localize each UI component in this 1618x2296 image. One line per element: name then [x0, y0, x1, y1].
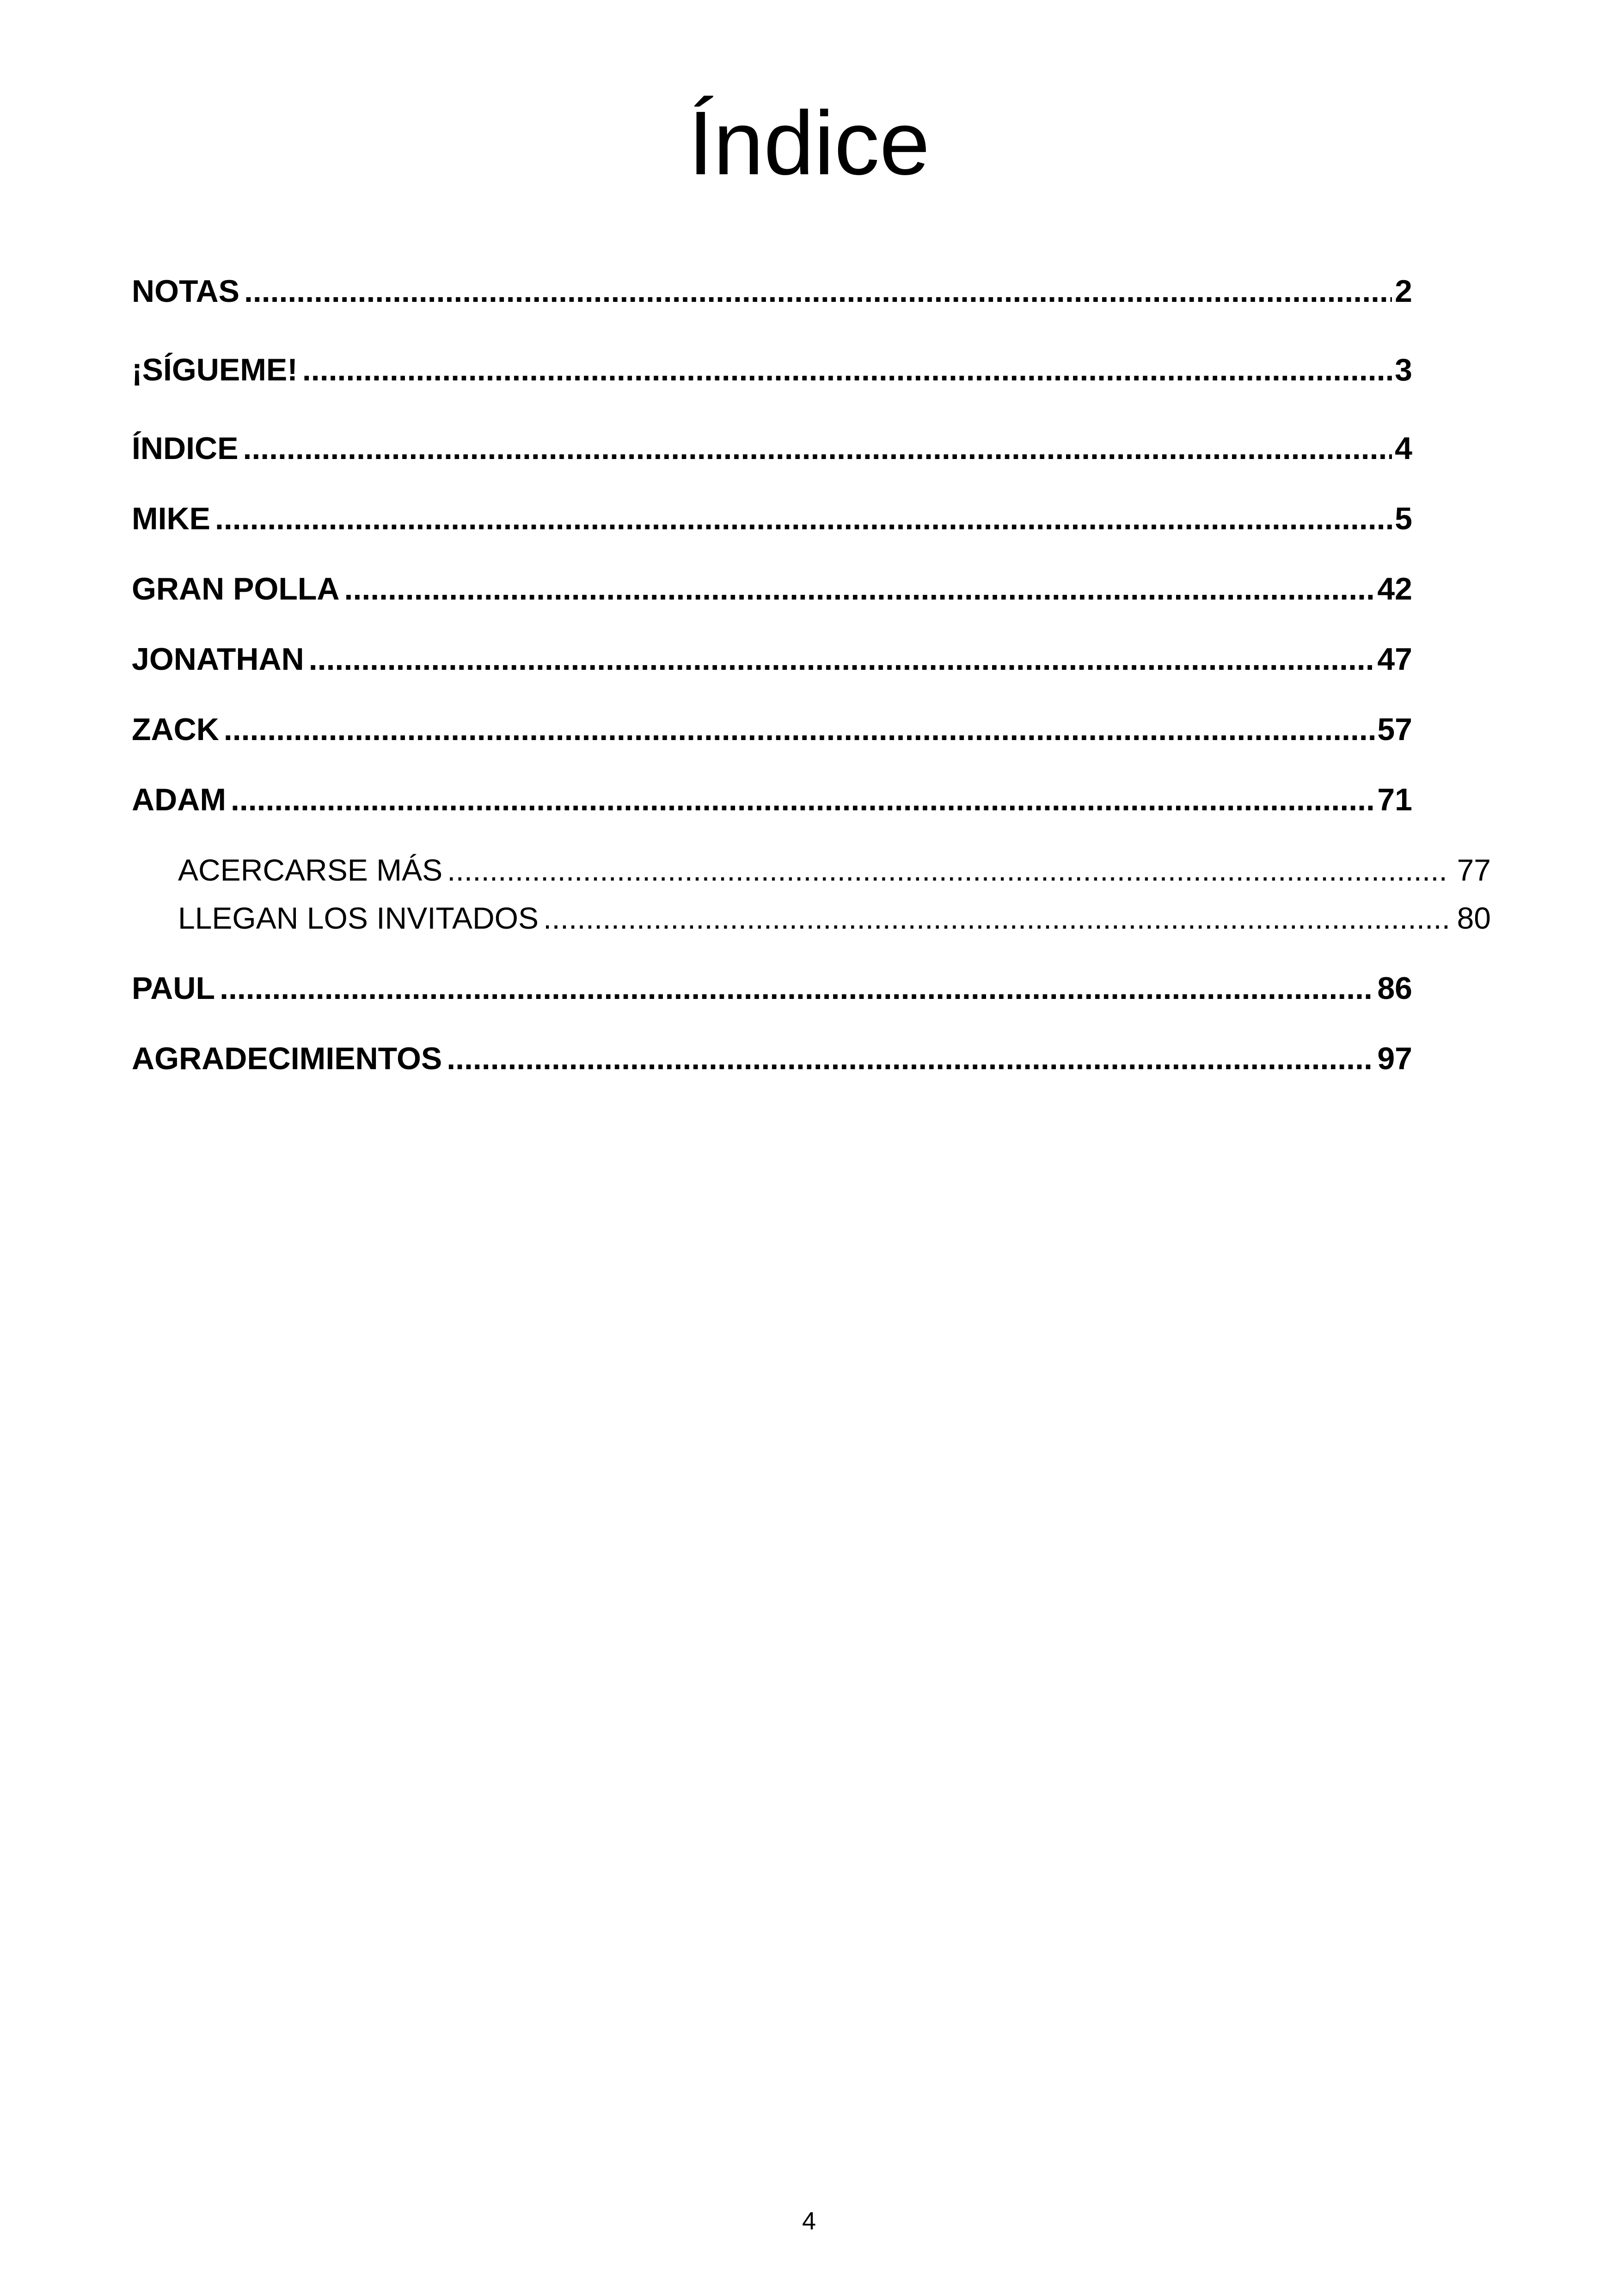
toc-dot-leader: [224, 706, 1375, 753]
toc-subentry-acercarse-mas[interactable]: [178, 848, 1491, 892]
toc-entry-adam[interactable]: [132, 777, 1412, 823]
toc-entry-page: 5: [1395, 501, 1412, 536]
toc-entry-notas[interactable]: [132, 268, 1412, 314]
toc-entry-gran-polla[interactable]: [132, 566, 1412, 612]
toc-dot-leader: [309, 636, 1375, 682]
toc-entry-label: LLEGAN LOS INVITADOS: [178, 901, 539, 935]
page-title: Índice: [688, 92, 930, 194]
toc-dot-leader: [344, 566, 1375, 612]
toc-dot-leader: [302, 347, 1392, 393]
toc-entry-label: JONATHAN: [132, 642, 304, 677]
toc-entry-label: NOTAS: [132, 274, 239, 309]
toc-dot-leader: [220, 965, 1374, 1011]
toc-dot-leader: [447, 848, 1447, 892]
toc-entry-label: ADAM: [132, 782, 226, 817]
toc-entry-page: 80: [1457, 901, 1491, 935]
toc-dot-leader: [447, 1035, 1374, 1082]
toc-entry-label: ACERCARSE MÁS: [178, 853, 443, 887]
toc-dot-leader: [215, 496, 1392, 542]
toc-entry-page: 3: [1395, 352, 1412, 387]
toc-entry-sigueme[interactable]: [132, 347, 1412, 393]
toc-entry-agradecimientos[interactable]: [132, 1035, 1412, 1082]
toc-entry-mike[interactable]: [132, 496, 1412, 542]
toc-entry-label: PAUL: [132, 971, 215, 1006]
toc-entry-label: ÍNDICE: [132, 431, 239, 466]
toc-entry-page: 42: [1377, 571, 1412, 606]
toc-entry-label: MIKE: [132, 501, 210, 536]
toc-entry-label: AGRADECIMIENTOS: [132, 1041, 442, 1076]
toc-entry-label: ¡SÍGUEME!: [132, 352, 298, 387]
toc-entry-page: 47: [1377, 642, 1412, 677]
toc-entry-page: 57: [1377, 712, 1412, 747]
toc-dot-leader: [231, 777, 1374, 823]
toc-dot-leader: [244, 268, 1392, 314]
toc-entry-page: 77: [1457, 853, 1491, 887]
toc-entry-label: GRAN POLLA: [132, 571, 340, 606]
toc-dot-leader: [243, 425, 1392, 471]
toc-entry-page: 2: [1395, 274, 1412, 309]
toc-entry-jonathan[interactable]: [132, 636, 1412, 682]
toc-entry-page: 97: [1377, 1041, 1412, 1076]
toc-entry-zack[interactable]: [132, 706, 1412, 753]
toc-subentry-llegan-los-invitados[interactable]: [178, 896, 1491, 940]
toc-entry-page: 71: [1377, 782, 1412, 817]
toc-entry-label: ZACK: [132, 712, 219, 747]
toc-dot-leader: [543, 896, 1448, 940]
page-number: 4: [802, 2207, 816, 2235]
toc-entry-paul[interactable]: [132, 965, 1412, 1011]
toc-entry-indice[interactable]: [132, 425, 1412, 471]
toc-entry-page: 4: [1395, 431, 1412, 466]
toc-entry-page: 86: [1377, 971, 1412, 1006]
